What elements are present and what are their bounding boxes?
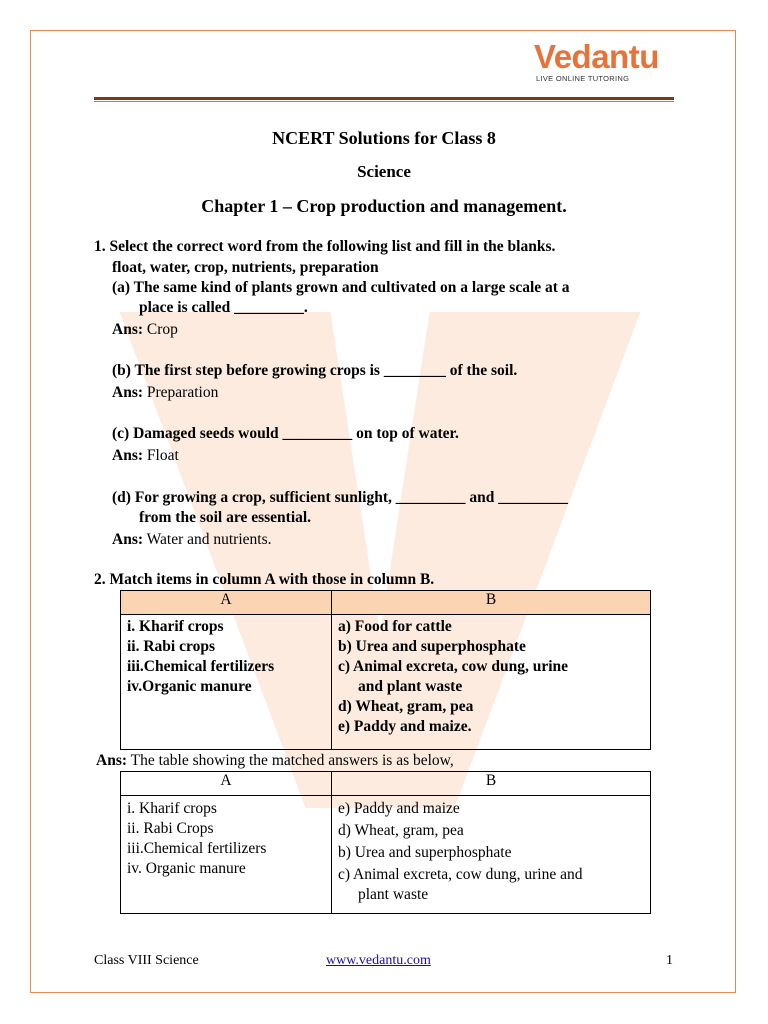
list-item: c) Animal excreta, cow dung, urine — [338, 658, 569, 675]
answer-text: Preparation — [146, 384, 219, 401]
list-item: plant waste — [358, 886, 429, 903]
header-rule — [94, 97, 674, 100]
list-item: and plant waste — [358, 678, 463, 695]
ans-label: Ans: — [112, 531, 144, 548]
list-item: i. Kharif crops — [127, 800, 217, 817]
list-item: e) Paddy and maize — [338, 800, 460, 817]
chapter-title: Chapter 1 – Crop production and management. — [201, 196, 567, 216]
q1d-line2: from the soil are essential. — [139, 509, 312, 526]
match-table — [120, 590, 651, 750]
q1c-answer — [112, 447, 179, 465]
q2-question: 2. Match items in column A with those in column B. — [94, 571, 435, 588]
column-header-a: A — [121, 591, 332, 615]
answer-text: Crop — [146, 321, 178, 338]
list-item: c) Animal excreta, cow dung, urine and — [338, 866, 583, 883]
answer-text: Water and nutrients. — [146, 531, 272, 548]
footer-link[interactable]: www.vedantu.com — [326, 953, 431, 968]
column-header-a: A — [121, 772, 332, 796]
q1a-line2: place is called _________. — [139, 299, 308, 316]
ans-label: Ans: — [112, 384, 144, 401]
answer-text: The table showing the matched answers is as below, — [130, 752, 454, 769]
column-b-cell — [332, 615, 651, 750]
ans-label: Ans: — [112, 447, 144, 464]
title-line-2: Science — [357, 162, 411, 181]
answer-table — [120, 771, 651, 914]
q1-word-list: float, water, crop, nutrients, preparation — [112, 259, 379, 276]
q1d-line1: (d) For growing a crop, sufficient sunlight, _________ and _________ — [112, 489, 568, 506]
column-b-cell — [332, 796, 651, 914]
answer-text: Float — [146, 447, 179, 464]
q1a-line1: (a) The same kind of plants grown and cultivated on a large scale at a — [112, 279, 570, 296]
list-item: iii.Chemical fertilizers — [127, 658, 275, 675]
list-item: i. Kharif crops — [127, 618, 224, 635]
column-header-b: B — [332, 591, 651, 615]
list-item: a) Food for cattle — [338, 618, 452, 635]
q1-question: 1. Select the correct word from the following list and fill in the blanks. — [94, 238, 556, 255]
column-a-cell — [121, 796, 332, 914]
list-item: iii.Chemical fertilizers — [127, 840, 267, 857]
page-number: 1 — [666, 953, 673, 968]
list-item: d) Wheat, gram, pea — [338, 698, 474, 715]
ans-label: Ans: — [112, 321, 144, 338]
q1a-answer — [112, 321, 178, 339]
logo-tagline: LIVE ONLINE TUTORING — [536, 74, 630, 83]
q1b-answer — [112, 384, 218, 402]
logo-name: Vedantu — [534, 38, 659, 75]
list-item: b) Urea and superphosphate — [338, 638, 526, 655]
footer-left: Class VIII Science — [94, 953, 199, 968]
ans-label: Ans: — [96, 752, 128, 769]
q1c-line1: (c) Damaged seeds would _________ on top of water. — [112, 425, 459, 442]
list-item: b) Urea and superphosphate — [338, 844, 512, 861]
title-line-1: NCERT Solutions for Class 8 — [272, 128, 496, 148]
vedantu-logo — [520, 38, 680, 88]
q2-answer-intro — [96, 752, 454, 770]
list-item: iv. Organic manure — [127, 860, 246, 877]
q1d-answer — [112, 531, 272, 549]
list-item: d) Wheat, gram, pea — [338, 822, 464, 839]
q1b-line1: (b) The first step before growing crops is ________ of the soil. — [112, 362, 518, 379]
column-header-b: B — [332, 772, 651, 796]
column-a-cell — [121, 615, 332, 750]
list-item: ii. Rabi crops — [127, 638, 215, 655]
list-item: e) Paddy and maize. — [338, 718, 472, 735]
list-item: iv.Organic manure — [127, 678, 252, 695]
list-item: ii. Rabi Crops — [127, 820, 214, 837]
header-rule-thin — [94, 101, 674, 102]
